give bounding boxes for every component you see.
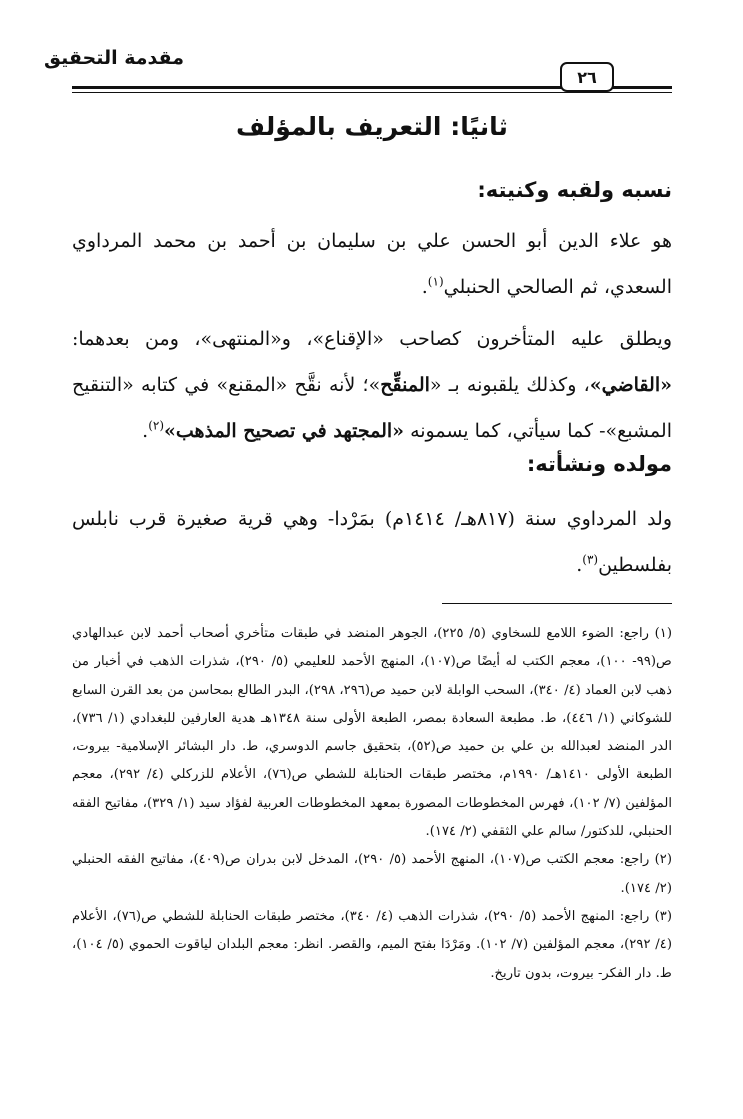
page-number: ٢٦ — [577, 67, 597, 87]
footnote-ref-3: (٣) — [582, 552, 599, 567]
birth-paragraph — [72, 496, 672, 588]
footnote-ref-1: (١) — [427, 274, 444, 289]
birth-text: ولد المرداوي سنة (٨١٧هـ/ ١٤١٤م) بمَرْدا- وهي قرية صغيرة قرب نابلس بفلسطين — [72, 508, 673, 576]
lineage-title-mujtahid: «المجتهد في تصحيح المذهب» — [164, 420, 405, 442]
footnote-ref-2: (٢) — [148, 418, 165, 433]
lineage-text-2a: ويطلق عليه المتأخرون كصاحب «الإقناع»، و«المنتهى»، ومن بعدهما: — [72, 328, 672, 350]
footnote-2: (٢) راجع: معجم الكتب ص(١٠٧)، المنهج الأحمد (٥/ ٢٩٠)، المدخل لابن بدران ص(٤٠٩)، مفاتيح الفقه الحنبلي (٢/ ١٧٤). — [72, 852, 672, 896]
lineage-text-2-end: . — [142, 420, 149, 442]
lineage-text-1-end: . — [421, 276, 428, 298]
running-header-title: مقدمة التحقيق — [44, 47, 184, 69]
lineage-paragraph-2 — [72, 316, 672, 454]
lineage-title-munaqqih: المنقِّح — [380, 374, 430, 396]
birth-heading: مولده ونشأته: — [526, 452, 672, 476]
section-title: ثانيًا: التعريف بالمؤلف — [236, 112, 508, 141]
birth-text-end: . — [576, 554, 583, 576]
footnote-separator — [442, 603, 672, 604]
footnote-3: (٣) راجع: المنهج الأحمد (٥/ ٢٩٠)، شذرات الذهب (٤/ ٣٤٠)، مختصر طبقات الحنابلة للشطي ص(٧٦)، الأعلام (٤/ ٢٩٢)، معجم المؤلفين (٧/ ١٠٢). ومَرْدَا بفتح الميم، والقصر. انظر: معجم البلدان لياقوت الحموي (٥/ ١٠٤)، ط. دار الفكر- بيروت، بدون تاريخ. — [72, 908, 673, 981]
lineage-title-qadi: «القاضي» — [589, 374, 672, 396]
page-number-badge — [560, 62, 614, 92]
footnotes — [72, 620, 672, 988]
lineage-heading: نسبه ولقبه وكنيته: — [477, 178, 672, 202]
lineage-text-2e: »؛ لأنه نقَّح «المقنع» في كتابه «التنقيح المشبع»- كما سيأتي، كما يسمونه — [72, 374, 672, 442]
lineage-text-1: هو علاء الدين أبو الحسن علي بن سليمان بن أحمد بن محمد المرداوي السعدي، ثم الصالحي الحنبلي — [72, 230, 672, 298]
lineage-text-2c: ، وكذلك يلقبونه بـ « — [429, 374, 590, 396]
footnote-1: (١) راجع: الضوء اللامع للسخاوي (٥/ ٢٢٥)، الجوهر المنضد في طبقات متأخري أصحاب أحمد لابن عبدالهادي ص(٩٩- ١٠٠)، معجم الكتب له أيضًا ص(١٠٧)، المنهج الأحمد للعليمي (٥/ ٢٩٠)، شذرات الذهب في أخبار من ذهب لابن العماد (٤/ ٣٤٠)، السحب الوابلة لابن حميد ص(٢٩٦، ٢٩٨)، البدر الطالع بمحاسن من بعد القرن السابع للشوكاني (١/ ٤٤٦)، ط. مطبعة السعادة بمصر، الطبعة الأولى سنة ١٣٤٨هـ هدية العارفين للبغدادي (١/ ٧٣٦)، الدر المنضد لعبدالله بن علي بن حميد ص(٥٢)، بتحقيق جاسم الدوسري، ط. دار البشائر الإسلامية- بيروت، الطبعة الأولى ١٤١٠هـ/ ١٩٩٠م، مختصر طبقات الحنابلة للشطي ص(٧٦)، الأعلام للزركلي (٤/ ٢٩٢)، معجم المؤلفين (٧/ ١٠٢)، فهرس المخطوطات المصورة بمعهد المخطوطات العربية لفؤاد سيد (١/ ٣٢٩)، مفاتيح الفقه الحنبلي، للدكتور/ سالم علي الثقفي (٢/ ١٧٤). — [72, 626, 673, 840]
lineage-paragraph-1 — [72, 218, 672, 310]
header-rule-thin — [72, 92, 672, 93]
